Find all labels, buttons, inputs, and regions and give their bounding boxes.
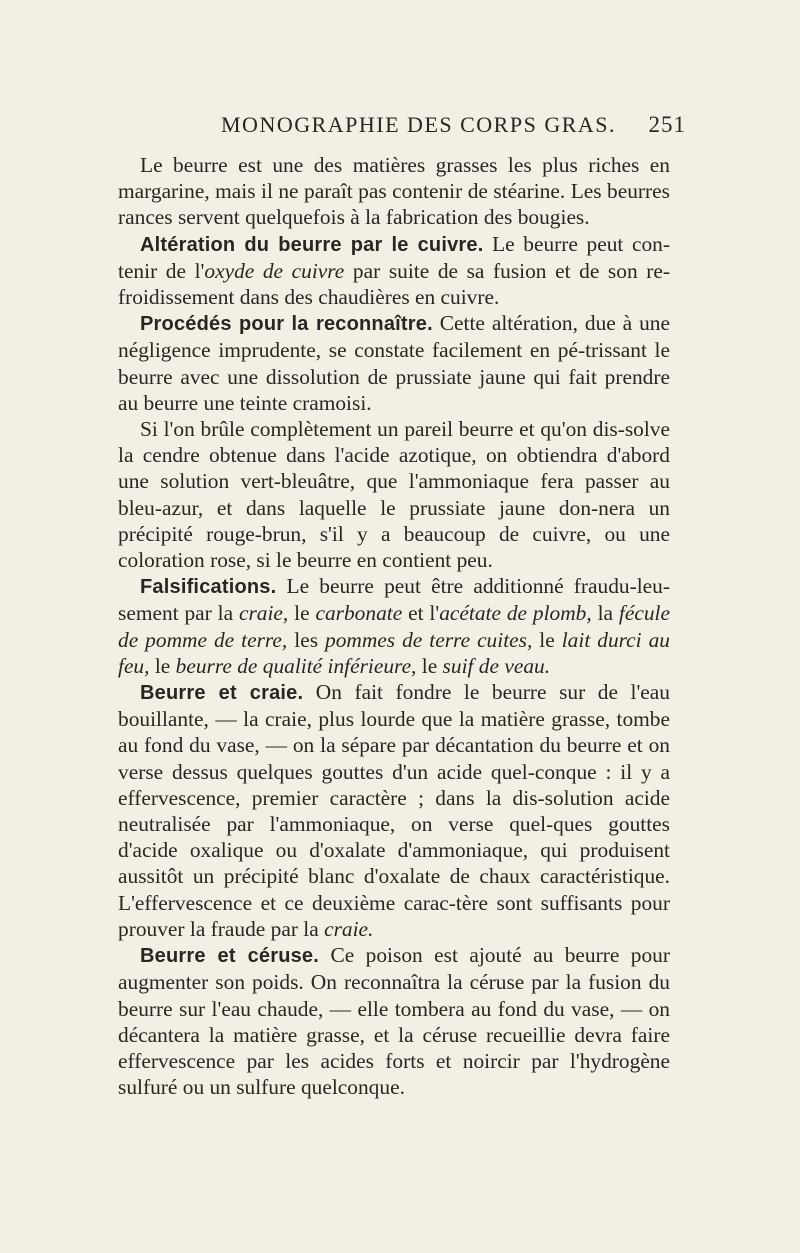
- page-header: [118, 112, 704, 152]
- paragraph-text: le: [149, 653, 176, 678]
- section-heading-alteration: Altération du beurre par le cuivre.: [140, 233, 484, 256]
- italic-term: craie.: [324, 916, 374, 941]
- paragraph-text: par suite de sa fusion et de son re-froidissement dans des chaudières en cuivre.: [118, 258, 670, 310]
- running-title: MONOGRAPHIE DES CORPS GRAS.: [221, 112, 617, 137]
- italic-term: suif de veau.: [442, 653, 551, 678]
- italic-term: lait durci au feu,: [118, 627, 670, 678]
- section-heading-beurre-craie: Beurre et craie.: [140, 682, 304, 705]
- section-heading-falsifications: Falsifications.: [140, 576, 277, 599]
- paragraph-text: Ce poison est ajouté au beurre pour augmenter son poids. On reconnaîtra la céruse par la fusion du beurre sur l'eau chaude, — elle tombera au fond du vase, — on décantera la matière grasse, et la céruse recueillie devra faire effervescence par les acides forts et noircir par l'hydrogène sulfuré ou un sulfure quelconque.: [118, 943, 670, 1100]
- paragraph-text: Le beurre est une des matières grasses les plus riches en margarine, mais il ne paraît pas contenir de stéarine. Les beurres rances servent quelquefois à la fabrication des bougies.: [118, 153, 670, 230]
- paragraph-beurre-intro: [118, 152, 670, 231]
- paragraph-procedes: [118, 310, 670, 416]
- section-heading-procedes: Procédés pour la reconnaître.: [140, 313, 433, 336]
- paragraph-beurre-craie: [118, 679, 670, 942]
- paragraph-text: les: [287, 627, 326, 652]
- page-body: [118, 152, 670, 1100]
- italic-term: fécule de pomme de terre,: [118, 601, 670, 652]
- paragraph-alteration: [118, 231, 670, 311]
- italic-term: acétate de plomb,: [439, 601, 592, 626]
- page-number: 251: [648, 112, 686, 137]
- italic-term: pommes de terre cuites,: [325, 627, 533, 652]
- paragraph-text: Le beurre peut être additionné fraudu-leu-sement par la: [118, 574, 670, 626]
- paragraph-text: et l': [402, 601, 440, 626]
- paragraph-text: le: [532, 627, 562, 652]
- paragraph-cuivre-test: [118, 416, 670, 573]
- paragraph-text: Cette altération, due à une négligence imprudente, se constate facilement en pé-trissant le beurre avec une dissolution de prussiate jaune qui fait prendre au beurre une teinte cramoisi.: [118, 311, 670, 415]
- section-heading-beurre-ceruse: Beurre et céruse.: [140, 945, 320, 968]
- paragraph-text: le: [288, 601, 316, 626]
- paragraph-falsifications: [118, 573, 670, 679]
- paragraph-text: la: [591, 601, 619, 626]
- paragraph-text: On fait fondre le beurre sur de l'eau bouillante, — la craie, plus lourde que la matière grasse, tombe au fond du vase, — on la sépare par décantation du beurre et on verse dessus quelques gouttes d'un acide quel-conque : il y a effervescence, premier caractère ; dans la dis-solution acide neutralisée par l'ammoniaque, on verse quel-ques gouttes d'acide oxalique ou d'oxalate d'ammoniaque, qui produisent aussitôt un précipité blanc d'oxalate de chaux caractéristique. L'effervescence et ce deuxième carac-tère sont suffisants pour prouver la fraude par la: [118, 680, 670, 941]
- italic-term: craie,: [238, 601, 289, 626]
- italic-term: beurre de qualité inférieure,: [175, 653, 417, 678]
- paragraph-text: Si l'on brûle complètement un pareil beurre et qu'on dis-solve la cendre obtenue dans l'acide azotique, on obtiendra d'abord une solution vert-bleuâtre, que l'ammoniaque fera passer au bleu-azur, et dans laquelle le prussiate jaune don-nera un précipité rouge-brun, s'il y a beaucoup de cuivre, ou une coloration rose, si le beurre en contient peu.: [118, 417, 670, 573]
- paragraph-text: Le beurre peut con-tenir de l': [118, 231, 670, 283]
- italic-term: carbonate: [315, 601, 403, 626]
- italic-term: oxyde de cuivre: [204, 258, 345, 283]
- paragraph-beurre-ceruse: [118, 942, 670, 1100]
- paragraph-text: le: [416, 653, 443, 678]
